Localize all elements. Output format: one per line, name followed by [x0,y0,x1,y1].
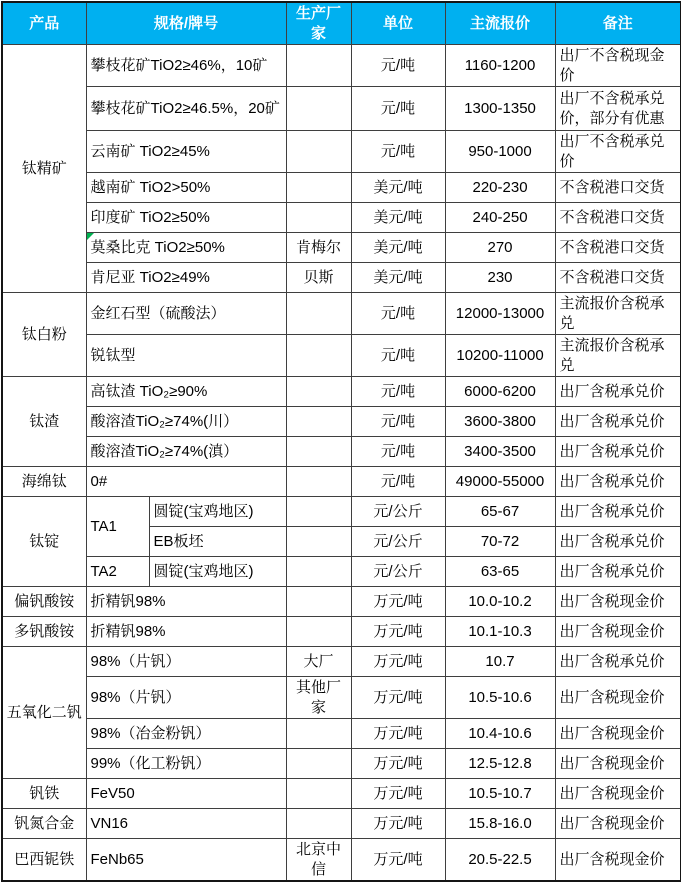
price-text: 10.4-10.6 [468,724,532,742]
spec-text: 酸溶渣TiO₂≥74%(川） [90,412,239,430]
product-text: 五氧化二钒 [6,703,82,721]
price-cell [445,377,555,407]
unit-text: 元/吨 [380,412,416,430]
spec-text: 98%（片钒） [90,652,181,670]
unit-text: 元/吨 [380,382,416,400]
price-text: 10.0-10.2 [468,592,532,610]
note-text: 出厂含税承兑价 [559,382,665,400]
note-text: 出厂含税现金价 [559,724,665,742]
price-cell [445,839,555,882]
unit-cell [351,527,445,557]
note-cell [555,263,681,293]
grade-cell [86,497,149,557]
unit-text: 万元/吨 [373,850,423,868]
price-text: 20.5-22.5 [468,850,532,868]
note-text: 出厂含税现金价 [559,622,665,640]
unit-cell [351,617,445,647]
table-row [2,557,681,587]
spec-text: EB板坯 [153,532,204,550]
product-cell [2,467,86,497]
note-text: 出厂含税现金价 [559,688,665,706]
unit-cell [351,719,445,749]
price-cell [445,203,555,233]
manufacturer-cell [286,203,351,233]
manufacturer-cell [286,749,351,779]
product-cell [2,647,86,779]
table-row [2,467,681,497]
manufacturer-cell [286,437,351,467]
unit-cell [351,233,445,263]
unit-text: 元/吨 [380,142,416,160]
price-cell [445,233,555,263]
spec-cell [86,677,286,719]
table-row [2,335,681,377]
spec-cell [86,293,286,335]
price-cell [445,719,555,749]
table-row [2,263,681,293]
price-cell [445,131,555,173]
product-cell [2,45,86,293]
manufacturer-cell [286,45,351,87]
table-row [2,809,681,839]
table-row [2,839,681,882]
column-header-product: 产品 [2,2,86,45]
note-text: 出厂含税现金价 [559,814,665,832]
manufacturer-cell [286,497,351,527]
manufacturer-cell [286,557,351,587]
note-cell [555,335,681,377]
column-header-price: 主流报价 [445,2,555,45]
price-text: 70-72 [480,532,520,550]
price-text: 15.8-16.0 [468,814,532,832]
spec-text: VN16 [90,814,129,832]
unit-cell [351,749,445,779]
price-text: 240-250 [472,208,528,226]
spec-cell [86,719,286,749]
table-row [2,87,681,131]
spec-cell [86,335,286,377]
unit-text: 元/公斤 [373,532,423,550]
manufacturer-cell [286,467,351,497]
table-row [2,719,681,749]
product-text: 钛锭 [29,532,60,550]
manufacturer-text: 其他厂家 [296,679,342,716]
spec-cell [86,437,286,467]
spec-cell [86,263,286,293]
price-cell [445,779,555,809]
note-cell [555,779,681,809]
column-header-unit: 单位 [351,2,445,45]
unit-cell [351,263,445,293]
spec-text: 99%（化工粉钒） [90,754,211,772]
note-text: 不含税港口交货 [559,268,665,286]
product-cell [2,809,86,839]
unit-cell [351,839,445,882]
manufacturer-cell [286,809,351,839]
table-row [2,203,681,233]
spec-text: 攀枝花矿TiO2≥46.5%，20矿 [90,99,280,117]
unit-text: 万元/吨 [373,724,423,742]
price-text: 63-65 [480,562,520,580]
price-cell [445,263,555,293]
manufacturer-cell [286,377,351,407]
price-cell [445,587,555,617]
note-text: 出厂不含税承兑价，部分有优惠 [559,90,665,127]
manufacturer-cell [286,263,351,293]
spec-text: FeV50 [90,784,135,802]
spec-text: 0# [90,472,108,490]
price-cell [445,335,555,377]
unit-cell [351,647,445,677]
spec-cell [86,203,286,233]
grade-cell [86,557,149,587]
price-text: 6000-6200 [464,382,536,400]
column-header-note: 备注 [555,2,681,45]
price-text: 3400-3500 [464,442,536,460]
product-cell [2,587,86,617]
manufacturer-cell [286,719,351,749]
note-text: 不含税港口交货 [559,238,665,256]
product-text: 钛白粉 [21,325,67,343]
table-row [2,45,681,87]
note-text: 出厂不含税现金价 [559,47,665,84]
unit-text: 万元/吨 [373,688,423,706]
price-text: 1300-1350 [464,99,536,117]
note-cell [555,293,681,335]
unit-text: 万元/吨 [373,754,423,772]
price-text: 49000-55000 [455,472,545,490]
product-text: 钒铁 [29,784,60,802]
unit-text: 美元/吨 [373,208,423,226]
spec-text: 圆锭(宝鸡地区) [153,562,254,580]
spec-cell [86,809,286,839]
manufacturer-text: 大厂 [303,652,334,670]
spec-text: 酸溶渣TiO₂≥74%(滇） [90,442,239,460]
unit-text: 元/吨 [380,472,416,490]
price-text: 12.5-12.8 [468,754,532,772]
note-cell [555,617,681,647]
note-text: 出厂含税承兑价 [559,502,665,520]
grade-text: TA1 [90,517,117,535]
spec-cell [86,377,286,407]
note-text: 出厂含税承兑价 [559,442,665,460]
spec-cell [86,407,286,437]
table-row [2,677,681,719]
unit-text: 万元/吨 [373,622,423,640]
table-row [2,779,681,809]
unit-cell [351,437,445,467]
note-cell [555,719,681,749]
note-cell [555,647,681,677]
column-header-manufacturer: 生产厂家 [286,2,351,45]
note-cell [555,467,681,497]
price-text: 10200-11000 [456,346,544,364]
spec-cell [86,87,286,131]
note-cell [555,173,681,203]
unit-cell [351,557,445,587]
spec-text: 金红石型（硫酸法） [90,304,226,322]
spec-text: 锐钛型 [90,346,136,364]
product-text: 多钒酸铵 [14,622,75,640]
unit-cell [351,809,445,839]
spec-text: 肯尼亚 TiO2≥49% [90,268,210,286]
note-cell [555,809,681,839]
unit-cell [351,45,445,87]
note-cell [555,407,681,437]
product-cell [2,293,86,377]
price-cell [445,749,555,779]
spec-cell [86,131,286,173]
manufacturer-cell [286,587,351,617]
price-text: 10.1-10.3 [468,622,532,640]
note-text: 主流报价含税承兑 [559,295,665,332]
price-text: 230 [487,268,513,286]
spec-text: 越南矿 TiO2>50% [90,178,211,196]
note-cell [555,377,681,407]
note-text: 出厂含税承兑价 [559,532,665,550]
price-cell [445,87,555,131]
manufacturer-cell [286,677,351,719]
spec-cell [86,587,286,617]
note-cell [555,203,681,233]
unit-text: 美元/吨 [373,238,423,256]
price-cell [445,647,555,677]
unit-cell [351,87,445,131]
table-row [2,749,681,779]
table-row [2,617,681,647]
column-header-spec: 规格/牌号 [86,2,286,45]
manufacturer-text: 肯梅尔 [296,238,342,256]
note-cell [555,527,681,557]
table-header-row [2,2,681,45]
table-row [2,437,681,467]
price-table [1,1,681,882]
unit-cell [351,779,445,809]
spec-cell [86,749,286,779]
price-text: 220-230 [472,178,528,196]
spec-text: 云南矿 TiO2≥45% [90,142,210,160]
unit-cell [351,335,445,377]
price-text: 10.5-10.7 [468,784,532,802]
product-text: 偏钒酸铵 [14,592,75,610]
spec-cell [86,647,286,677]
manufacturer-cell [286,87,351,131]
spec-cell [149,557,286,587]
note-cell [555,749,681,779]
note-text: 出厂含税现金价 [559,592,665,610]
unit-cell [351,497,445,527]
unit-text: 元/吨 [380,99,416,117]
price-cell [445,617,555,647]
product-cell [2,617,86,647]
spec-cell [86,617,286,647]
price-cell [445,407,555,437]
unit-text: 万元/吨 [373,814,423,832]
spec-cell [86,779,286,809]
note-cell [555,437,681,467]
manufacturer-cell [286,617,351,647]
price-cell [445,677,555,719]
note-text: 出厂含税承兑价 [559,412,665,430]
product-cell [2,779,86,809]
price-cell [445,293,555,335]
price-cell [445,527,555,557]
price-cell [445,437,555,467]
spec-text: 圆锭(宝鸡地区) [153,502,254,520]
spec-cell [86,839,286,882]
price-text: 270 [487,238,513,256]
price-cell [445,497,555,527]
unit-text: 美元/吨 [373,178,423,196]
note-text: 出厂含税承兑价 [559,652,665,670]
price-text: 12000-13000 [455,304,545,322]
price-cell [445,467,555,497]
spec-text: 莫桑比克 TiO2≥50% [90,238,225,256]
table-row [2,497,681,527]
note-text: 出厂含税现金价 [559,784,665,802]
note-cell [555,131,681,173]
note-text: 主流报价含税承兑 [559,337,665,374]
product-text: 钒氮合金 [14,814,75,832]
note-cell [555,233,681,263]
manufacturer-cell [286,335,351,377]
unit-text: 万元/吨 [373,784,423,802]
table-row [2,173,681,203]
spec-text: FeNb65 [90,850,144,868]
price-text: 65-67 [480,502,520,520]
grade-text: TA2 [90,562,117,580]
product-text: 海绵钛 [21,472,67,490]
manufacturer-cell [286,131,351,173]
price-cell [445,173,555,203]
note-cell [555,587,681,617]
spec-cell [86,173,286,203]
price-text: 10.5-10.6 [468,688,532,706]
spec-cell [149,497,286,527]
price-text: 1160-1200 [464,56,536,74]
price-cell [445,557,555,587]
spec-text: 98%（冶金粉钒） [90,724,211,742]
spec-text: 高钛渣 TiO₂≥90% [90,382,208,400]
price-text: 3600-3800 [464,412,536,430]
table-row [2,377,681,407]
product-cell [2,377,86,467]
manufacturer-cell [286,407,351,437]
spec-text: 印度矿 TiO2≥50% [90,208,210,226]
unit-cell [351,407,445,437]
product-text: 巴西铌铁 [14,850,75,868]
manufacturer-cell [286,293,351,335]
unit-text: 美元/吨 [373,268,423,286]
spec-text: 折精钒98% [90,592,166,610]
product-cell [2,497,86,587]
unit-text: 元/吨 [380,346,416,364]
note-text: 出厂含税承兑价 [559,562,665,580]
table-row [2,647,681,677]
price-cell [445,809,555,839]
table-row [2,587,681,617]
manufacturer-cell [286,647,351,677]
note-cell [555,839,681,882]
spec-cell [86,233,286,263]
manufacturer-cell [286,527,351,557]
manufacturer-cell [286,173,351,203]
note-cell [555,557,681,587]
spec-text: 折精钒98% [90,622,166,640]
note-cell [555,87,681,131]
table-row [2,233,681,263]
unit-text: 元/公斤 [373,502,423,520]
unit-cell [351,293,445,335]
product-cell [2,839,86,882]
unit-text: 元/吨 [380,56,416,74]
note-text: 不含税港口交货 [559,178,665,196]
spec-text: 攀枝花矿TiO2≥46%，10矿 [90,56,268,74]
price-text: 10.7 [485,652,515,670]
unit-cell [351,677,445,719]
manufacturer-text: 贝斯 [303,268,334,286]
manufacturer-cell [286,779,351,809]
unit-cell [351,203,445,233]
spec-cell [86,45,286,87]
unit-cell [351,587,445,617]
note-cell [555,497,681,527]
unit-text: 万元/吨 [373,592,423,610]
unit-cell [351,467,445,497]
manufacturer-text: 北京中信 [296,841,342,878]
unit-text: 万元/吨 [373,652,423,670]
table-row [2,293,681,335]
note-text: 出厂含税承兑价 [559,472,665,490]
unit-text: 元/吨 [380,442,416,460]
spec-cell [149,527,286,557]
table-row [2,407,681,437]
note-text: 出厂含税现金价 [559,850,665,868]
note-cell [555,677,681,719]
spec-cell [86,467,286,497]
note-text: 出厂不含税承兑价 [559,133,665,170]
manufacturer-cell [286,839,351,882]
spec-text: 98%（片钒） [90,688,181,706]
note-cell [555,45,681,87]
price-cell [445,45,555,87]
note-text: 出厂含税现金价 [559,754,665,772]
unit-text: 元/公斤 [373,562,423,580]
unit-cell [351,377,445,407]
price-text: 950-1000 [468,142,532,160]
table-row [2,131,681,173]
unit-cell [351,131,445,173]
error-flag-icon [87,233,94,240]
unit-cell [351,173,445,203]
product-text: 钛精矿 [21,159,67,177]
manufacturer-cell [286,233,351,263]
note-text: 不含税港口交货 [559,208,665,226]
unit-text: 元/吨 [380,304,416,322]
product-text: 钛渣 [29,412,60,430]
